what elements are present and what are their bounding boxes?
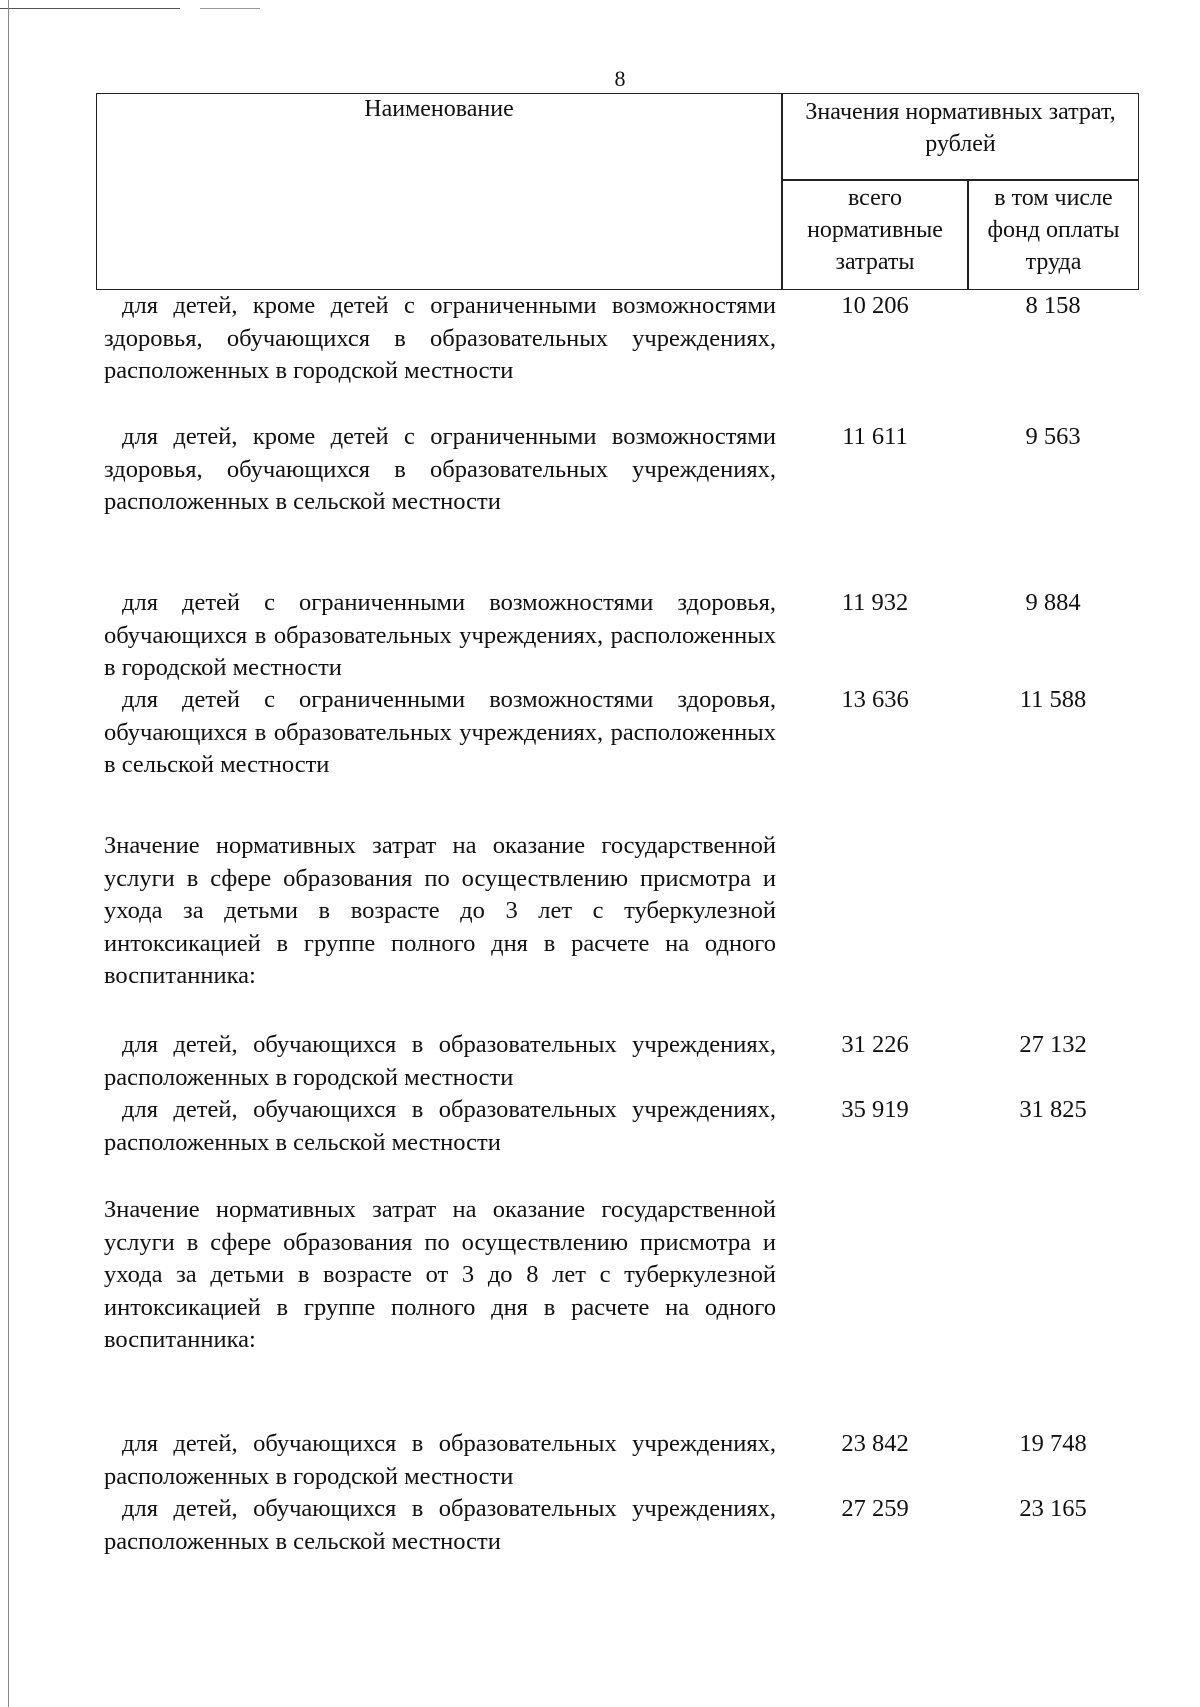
row-name: для детей, обучающихся в образовательных учреждениях, расположенных в сельской местности [104,1096,776,1156]
row-total: 23 842 [841,1430,909,1457]
row-wage: 8 158 [1025,292,1081,319]
header-values: Значения нормативных затрат, рублей [805,99,1116,157]
header-total: всего нормативные затраты [807,185,943,275]
row-total: 27 259 [841,1495,909,1522]
row-wage: 9 563 [1025,423,1081,450]
row-total: 11 932 [841,589,909,616]
row-total: 10 206 [841,292,909,319]
row-name: для детей, обучающихся в образовательных учреждениях, расположенных в городской местности [104,1031,776,1091]
row-name: для детей, кроме детей с ограниченными возможностями здоровья, обучающихся в образовательных учреждениях, расположенных в сельской местности [104,423,776,515]
header-name: Наименование [364,96,514,122]
row-name: Значение нормативных затрат на оказание государственной услуги в сфере образования по осуществлению присмотра и ухода за детьми в возрасте до 3 лет с туберкулезной интоксикацией в группе полного дня в расчете на одного воспитанника: [104,832,776,989]
row-wage: 11 588 [1019,686,1087,713]
header-wage: в том числе фонд оплаты труда [987,185,1120,275]
row-name: для детей с ограниченными возможностями здоровья, обучающихся в образовательных учреждениях, расположенных в сельской местности [104,686,776,778]
row-name: для детей, обучающихся в образовательных учреждениях, расположенных в сельской местности [104,1495,776,1555]
page-number: 8 [614,66,626,91]
row-wage: 19 748 [1019,1430,1087,1457]
row-name: для детей, кроме детей с ограниченными возможностями здоровья, обучающихся в образовательных учреждениях, расположенных в городской местности [104,292,776,384]
row-total: 35 919 [841,1096,909,1123]
row-wage: 9 884 [1025,589,1081,616]
row-wage: 23 165 [1019,1495,1087,1522]
row-name: для детей с ограниченными возможностями здоровья, обучающихся в образовательных учреждениях, расположенных в городской местности [104,589,776,681]
row-wage: 31 825 [1019,1096,1087,1123]
row-total: 31 226 [841,1031,909,1058]
row-total: 13 636 [841,686,909,713]
row-total: 11 611 [842,423,908,450]
row-name: Значение нормативных затрат на оказание государственной услуги в сфере образования по осуществлению присмотра и ухода за детьми в возрасте от 3 до 8 лет с туберкулезной интоксикацией в группе полного дня в расчете на одного воспитанника: [104,1196,776,1353]
row-wage: 27 132 [1019,1031,1087,1058]
row-name: для детей, обучающихся в образовательных учреждениях, расположенных в городской местности [104,1430,776,1490]
